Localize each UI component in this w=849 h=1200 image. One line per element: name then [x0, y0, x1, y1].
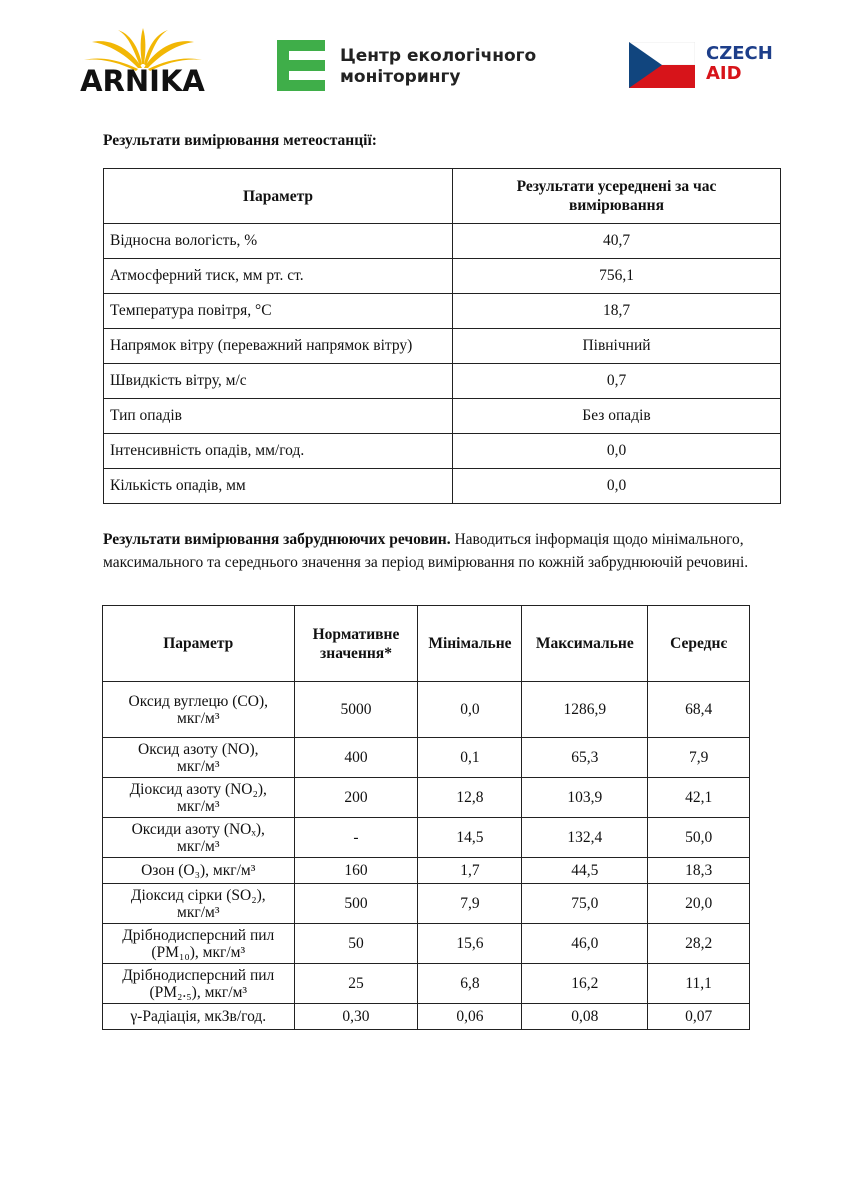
meteo-header-row	[104, 169, 781, 224]
pollutant-min: 14,5	[418, 818, 522, 858]
meteo-value: 756,1	[453, 259, 781, 294]
pollutant-name: Оксид вуглецю (CO),	[128, 692, 268, 710]
meteo-table	[103, 168, 781, 504]
meteo-row	[104, 224, 781, 259]
pollutant-norm: 200	[294, 778, 418, 818]
pollutant-row	[103, 818, 750, 858]
pollutant-norm: 160	[294, 858, 418, 884]
pollutant-norm: 500	[294, 884, 418, 924]
pollutant-name: Озон (O₃), мкг/м³	[141, 862, 256, 879]
pollutant-name-cell	[103, 682, 295, 738]
pollutants-intro	[103, 528, 763, 574]
pollutant-row	[103, 1004, 750, 1030]
pollutant-norm: -	[294, 818, 418, 858]
czech-flag-icon	[629, 42, 695, 88]
meteo-col-param: Параметр	[104, 169, 453, 224]
meteo-param: Швидкість вітру, м/с	[104, 364, 453, 399]
pollutant-avg: 18,3	[648, 858, 750, 884]
pollutant-avg: 68,4	[648, 682, 750, 738]
czech-aid-logo	[629, 42, 773, 93]
pollutant-name-cell	[103, 964, 295, 1004]
pollutant-min: 0,1	[418, 738, 522, 778]
meteo-row	[104, 469, 781, 504]
pollutant-min: 12,8	[418, 778, 522, 818]
pollutant-unit: (PM₂.₅), мкг/м³	[149, 983, 248, 1001]
pollutant-max: 46,0	[522, 924, 648, 964]
pollutants-description: Наводиться інформація щодо мінімального, максимального та середнього значення за період вимірювання по кожній забруднюючій речовині.	[103, 531, 749, 571]
pollutant-min: 15,6	[418, 924, 522, 964]
pollutant-name-cell	[103, 778, 295, 818]
pollutant-name: Дрібнодисперсний пил	[122, 926, 275, 944]
meteo-row	[104, 364, 781, 399]
aid-word: AID	[706, 63, 742, 84]
pollutant-name-cell	[103, 884, 295, 924]
pollutant-row	[103, 858, 750, 884]
pollutants-header-row	[103, 606, 750, 682]
pollutant-name: Діоксид сірки (SO₂),	[130, 886, 266, 904]
pollutants-heading: Результати вимірювання забруднюючих речовин.	[103, 531, 451, 548]
pollutant-avg: 50,0	[648, 818, 750, 858]
pol-col-avg: Середнє	[648, 606, 750, 682]
pollutant-name: Дрібнодисперсний пил	[122, 966, 275, 984]
pollutant-min: 1,7	[418, 858, 522, 884]
meteo-row	[104, 329, 781, 364]
pollutant-row	[103, 884, 750, 924]
pollutant-name: Оксиди азоту (NOₓ),	[131, 820, 265, 838]
pollutant-min: 7,9	[418, 884, 522, 924]
pollutant-norm: 5000	[294, 682, 418, 738]
pollutant-norm: 50	[294, 924, 418, 964]
pollutant-norm: 0,30	[294, 1004, 418, 1030]
pollutant-row	[103, 738, 750, 778]
pollutant-max: 0,08	[522, 1004, 648, 1030]
meteo-row	[104, 399, 781, 434]
cem-logo	[277, 40, 537, 92]
pollutant-row	[103, 964, 750, 1004]
pollutant-unit: мкг/м³	[177, 903, 220, 921]
pollutant-min: 0,0	[418, 682, 522, 738]
pollutant-avg: 0,07	[648, 1004, 750, 1030]
meteo-param: Тип опадів	[104, 399, 453, 434]
meteo-row	[104, 259, 781, 294]
czech-word: CZECH	[706, 43, 773, 64]
meteo-param: Відносна вологість, %	[104, 224, 453, 259]
pol-col-norm: Нормативне значення*	[294, 606, 418, 682]
pollutant-unit: мкг/м³	[177, 837, 220, 855]
meteo-heading: Результати вимірювання метеостанції:	[103, 132, 377, 149]
pollutant-name-cell	[103, 858, 295, 884]
pollutant-avg: 28,2	[648, 924, 750, 964]
pollutant-min: 6,8	[418, 964, 522, 1004]
meteo-row	[104, 294, 781, 329]
meteo-value: 0,0	[453, 434, 781, 469]
pollutant-name-cell	[103, 738, 295, 778]
pollutant-row	[103, 682, 750, 738]
czech-aid-wordmark	[706, 44, 773, 84]
meteo-row	[104, 434, 781, 469]
cem-name-line2: моніторингу	[340, 67, 461, 87]
pollutant-row	[103, 778, 750, 818]
meteo-param: Кількість опадів, мм	[104, 469, 453, 504]
meteo-param: Напрямок вітру (переважний напрямок вітру)	[104, 329, 453, 364]
pollutant-name-cell	[103, 818, 295, 858]
logo-bar	[0, 0, 849, 120]
meteo-value: 40,7	[453, 224, 781, 259]
pollutant-max: 75,0	[522, 884, 648, 924]
pollutant-unit: (PM₁₀), мкг/м³	[151, 943, 246, 961]
pollutant-avg: 42,1	[648, 778, 750, 818]
arnika-logo	[70, 28, 215, 100]
pol-col-min: Мінімальне	[418, 606, 522, 682]
pollutant-norm: 400	[294, 738, 418, 778]
pollutant-name: γ-Радіація, мкЗв/год.	[130, 1008, 267, 1025]
meteo-param: Інтенсивність опадів, мм/год.	[104, 434, 453, 469]
pollutant-max: 44,5	[522, 858, 648, 884]
pollutant-name: Оксид азоту (NO),	[138, 740, 259, 758]
cem-name-line1: Центр екологічного	[340, 46, 537, 66]
cem-name	[340, 46, 580, 88]
arnika-wordmark: ARNIKA	[80, 64, 205, 98]
meteo-value: 0,0	[453, 469, 781, 504]
meteo-col-result: Результати усереднені за час вимірювання	[453, 169, 781, 224]
pollutant-row	[103, 924, 750, 964]
meteo-value: Без опадів	[453, 399, 781, 434]
pollutant-avg: 20,0	[648, 884, 750, 924]
pollutant-norm: 25	[294, 964, 418, 1004]
pollutant-unit: мкг/м³	[177, 709, 220, 727]
meteo-param: Атмосферний тиск, мм рт. ст.	[104, 259, 453, 294]
pollutant-max: 65,3	[522, 738, 648, 778]
meteo-value: 18,7	[453, 294, 781, 329]
pol-col-max: Максимальне	[522, 606, 648, 682]
pollutant-unit: мкг/м³	[177, 797, 220, 815]
meteo-value: Північний	[453, 329, 781, 364]
pollutant-min: 0,06	[418, 1004, 522, 1030]
pollutant-max: 1286,9	[522, 682, 648, 738]
pollutant-name-cell	[103, 924, 295, 964]
pollutant-name: Діоксид азоту (NO₂),	[129, 780, 267, 798]
pollutant-max: 132,4	[522, 818, 648, 858]
meteo-value: 0,7	[453, 364, 781, 399]
pollutant-max: 103,9	[522, 778, 648, 818]
cem-e-icon	[277, 40, 327, 92]
pollutant-avg: 7,9	[648, 738, 750, 778]
pollutant-avg: 11,1	[648, 964, 750, 1004]
pollutant-max: 16,2	[522, 964, 648, 1004]
pollutant-name-cell	[103, 1004, 295, 1030]
meteo-param: Температура повітря, °C	[104, 294, 453, 329]
pol-col-param: Параметр	[103, 606, 295, 682]
pollutants-table	[102, 605, 750, 1030]
pollutant-unit: мкг/м³	[177, 757, 220, 775]
